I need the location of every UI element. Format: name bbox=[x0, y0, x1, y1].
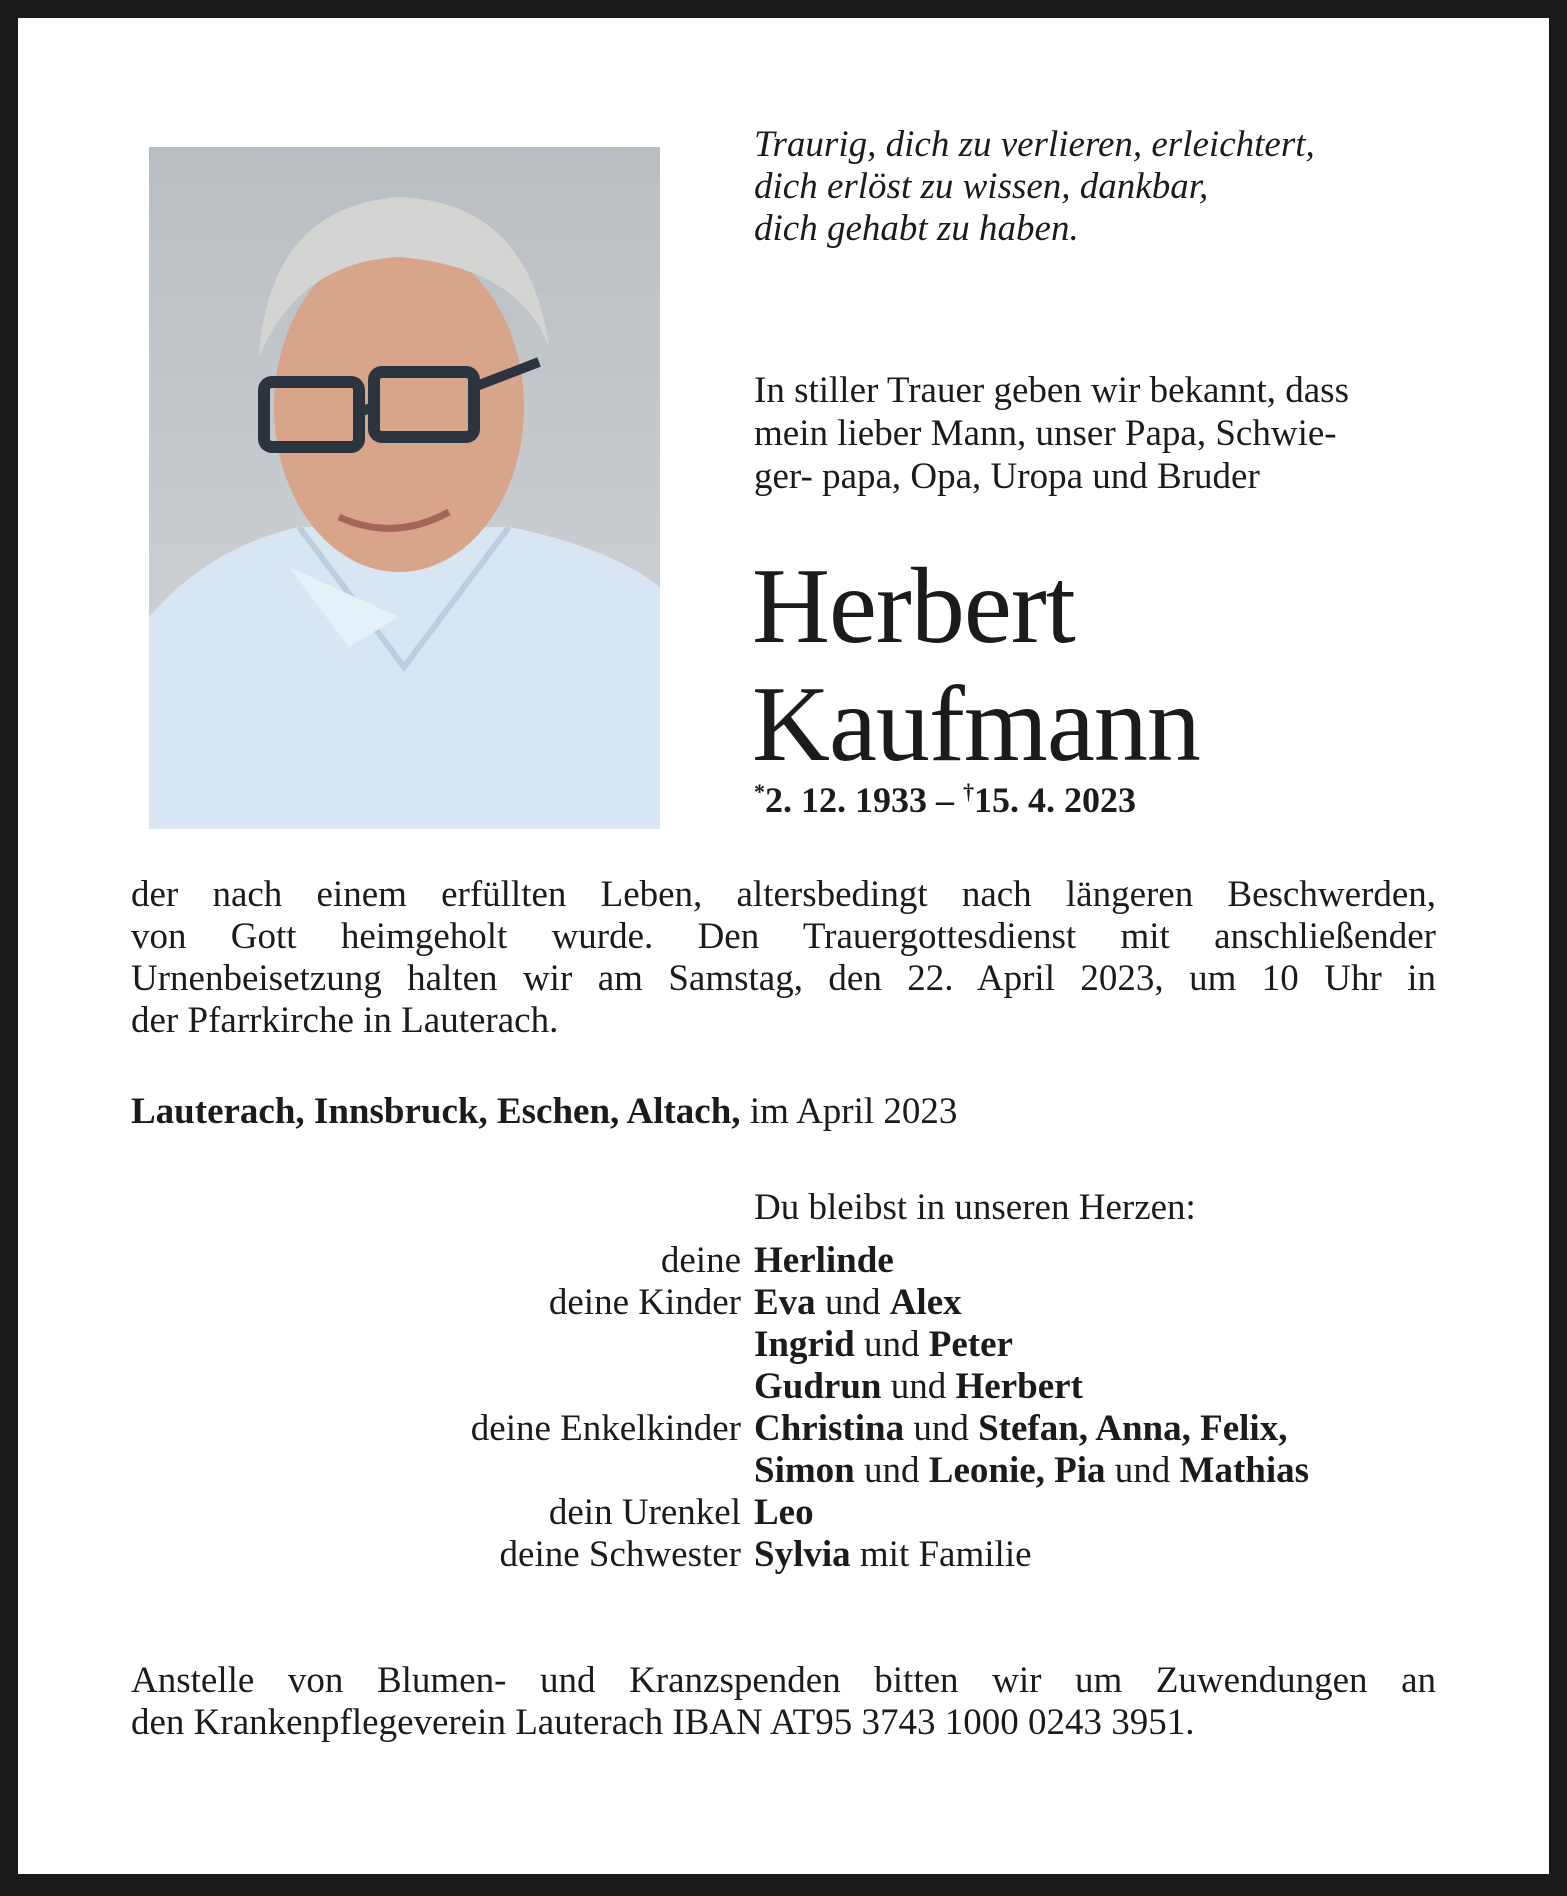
relation-label: dein Urenkel bbox=[548, 1492, 741, 1533]
relation-label: deine bbox=[660, 1240, 741, 1281]
service-paragraph bbox=[131, 874, 1436, 1042]
mourner-names bbox=[754, 1408, 1287, 1450]
mourner-name: Ingrid bbox=[754, 1324, 855, 1365]
donation-paragraph bbox=[131, 1660, 1436, 1744]
donation-line: Anstelle von Blumen- und Kranzspenden bitten wir um Zuwendungen an bbox=[131, 1660, 1436, 1701]
connector-text: und bbox=[881, 1366, 956, 1407]
mourner-name: Simon bbox=[754, 1450, 855, 1491]
relation-label bbox=[131, 1324, 754, 1366]
mourner-row bbox=[131, 1492, 1431, 1534]
mourners-heading: Du bleibst in unseren Herzen: bbox=[754, 1187, 1196, 1228]
mourner-name: Alex bbox=[889, 1282, 962, 1323]
portrait-photo bbox=[149, 147, 660, 829]
mourners-list bbox=[131, 1240, 1431, 1576]
donation-line: den Krankenpflegeverein Lauterach IBAN AT95 3743 1000 0243 3951. bbox=[131, 1702, 1195, 1743]
mourner-row bbox=[131, 1282, 1431, 1324]
last-name: Kaufmann bbox=[752, 665, 1200, 784]
memorial-quote bbox=[754, 124, 1315, 250]
connector-text: mit Familie bbox=[850, 1534, 1032, 1575]
mourner-row bbox=[131, 1534, 1431, 1576]
death-symbol: † bbox=[963, 779, 974, 804]
mourner-name: Herbert bbox=[955, 1366, 1083, 1407]
intro-line: ger- papa, Opa, Uropa und Bruder bbox=[754, 456, 1260, 497]
relation-label bbox=[131, 1366, 754, 1408]
mourner-row bbox=[131, 1366, 1431, 1408]
relation-label: deine Kinder bbox=[548, 1282, 741, 1323]
mourner-name: Gudrun bbox=[754, 1366, 882, 1407]
places-bold: Lauterach, Innsbruck, Eschen, Altach, bbox=[131, 1091, 741, 1132]
mourner-names bbox=[754, 1324, 1013, 1366]
life-dates bbox=[754, 779, 1136, 821]
relation-label bbox=[131, 1450, 754, 1492]
relation-label: deine Enkelkinder bbox=[470, 1408, 741, 1449]
mourner-name: Stefan, Anna, Felix, bbox=[978, 1408, 1288, 1449]
obituary-page bbox=[18, 18, 1549, 1874]
relation-label: deine Schwester bbox=[499, 1534, 741, 1575]
announcement-intro bbox=[754, 369, 1349, 498]
mourner-names bbox=[754, 1534, 1032, 1576]
mourner-name: Sylvia bbox=[754, 1534, 851, 1575]
mourner-names bbox=[754, 1282, 962, 1324]
mourner-row bbox=[131, 1324, 1431, 1366]
mourner-name: Leo bbox=[754, 1492, 814, 1533]
body-line: der Pfarrkirche in Lauterach. bbox=[131, 1000, 559, 1041]
mourner-row bbox=[131, 1408, 1431, 1450]
mourner-names bbox=[754, 1450, 1309, 1492]
intro-line: In stiller Trauer geben wir bekannt, dass bbox=[754, 370, 1349, 411]
mourner-names bbox=[754, 1492, 814, 1534]
connector-text: und bbox=[815, 1282, 890, 1323]
mourner-names bbox=[754, 1366, 1083, 1408]
birth-symbol: * bbox=[754, 779, 765, 804]
mourner-names bbox=[754, 1240, 894, 1282]
intro-line: mein lieber Mann, unser Papa, Schwie- bbox=[754, 413, 1337, 454]
quote-line: dich erlöst zu wissen, dankbar, bbox=[754, 166, 1209, 207]
date-separator: – bbox=[927, 780, 963, 820]
body-line: von Gott heimgeholt wurde. Den Trauergottesdienst mit anschließender bbox=[131, 916, 1436, 957]
first-name: Herbert bbox=[752, 547, 1075, 666]
deceased-name bbox=[752, 548, 1200, 784]
mourner-name: Mathias bbox=[1179, 1450, 1310, 1491]
connector-text: und bbox=[854, 1324, 929, 1365]
mourner-name: Herlinde bbox=[754, 1240, 894, 1281]
quote-line: Traurig, dich zu verlieren, erleichtert, bbox=[754, 124, 1315, 165]
connector-text: und bbox=[904, 1408, 979, 1449]
mourner-row bbox=[131, 1240, 1431, 1282]
body-line: der nach einem erfüllten Leben, altersbedingt nach längeren Beschwerden, bbox=[131, 874, 1436, 915]
body-line: Urnenbeisetzung halten wir am Samstag, den 22. April 2023, um 10 Uhr in bbox=[131, 958, 1436, 999]
mourner-name: Peter bbox=[928, 1324, 1013, 1365]
birth-date: 2. 12. 1933 bbox=[765, 780, 927, 820]
mourner-name: Leonie, Pia bbox=[928, 1450, 1106, 1491]
connector-text: und bbox=[854, 1450, 929, 1491]
mourner-row bbox=[131, 1450, 1431, 1492]
quote-line: dich gehabt zu haben. bbox=[754, 208, 1079, 249]
death-date: 15. 4. 2023 bbox=[974, 780, 1136, 820]
places-line bbox=[131, 1090, 957, 1133]
connector-text: und bbox=[1105, 1450, 1180, 1491]
mourner-name: Eva bbox=[754, 1282, 816, 1323]
mourner-name: Christina bbox=[754, 1408, 905, 1449]
places-date: im April 2023 bbox=[740, 1091, 958, 1132]
